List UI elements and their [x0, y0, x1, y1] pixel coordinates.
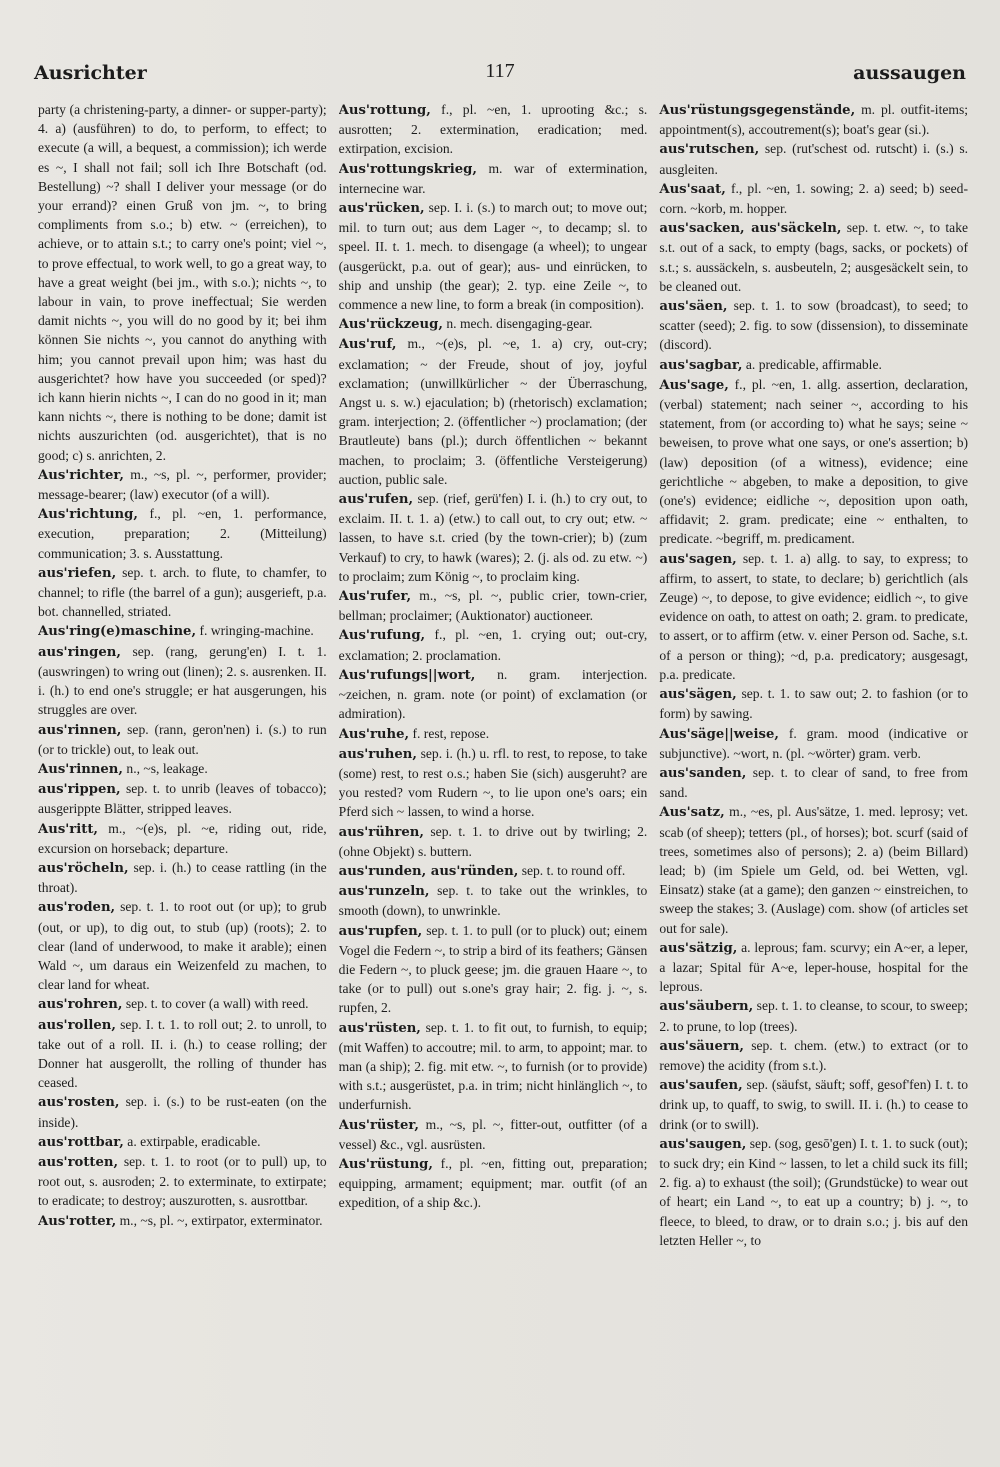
entry-headword: aus'rupfen,: [338, 923, 423, 939]
dictionary-entry: [659, 724, 968, 763]
entry-headword: Aus'rufer,: [338, 589, 412, 605]
entry-headword: aus'runzeln,: [338, 884, 430, 900]
entry-definition: m. war of extermination, internecine war.: [338, 160, 648, 196]
entry-headword: Aus'rufungs||wort,: [338, 667, 476, 683]
entry-definition: sep. t. chem. (etw.) to extract (or to remove) the acidity (from s.t.).: [659, 1037, 969, 1073]
entry-definition: a. leprous; fam. scurvy; ein A~er, a leper, a lazar; Spital für A~e, leper-house, hospital for the leprous.: [659, 939, 969, 995]
entry-definition: m. pl. outfit-items; appointment(s), accoutrement(s); boat's gear (si.).: [659, 102, 969, 138]
dictionary-entry: [659, 100, 968, 139]
dictionary-entry: [339, 1018, 648, 1115]
entry-headword: aus'rufen,: [338, 492, 414, 508]
entry-definition: sep. t. to round off.: [521, 862, 626, 878]
entry-definition: sep. (sog, gesō'gen) I. t. 1. to suck (out); to suck dry; ein Kind ~ lassen, to let a child suck its fill; 2. fig. a) to exhaust (the soil); (Grundstücke) to wear out of heart; ein Land ~, to eat up a country; b) j. ~, to fleece, to bleed, to draw, or to drain s.o.; j. bis auf den letzten Heller ~, to: [659, 1135, 969, 1248]
entry-headword: aus'röcheln,: [38, 860, 129, 876]
entry-definition: sep. t. 1. to root out (or up); to grub (out, or up), to dig out, to stub (up) (roots); 2. to clear (land of underwood, to make it arable); einen Wald ~, um daraus ein Weizenfeld zu machen, to clear land for wheat.: [38, 899, 327, 993]
entry-headword: aus'sanden,: [659, 765, 747, 781]
entry-headword: aus'säen,: [659, 299, 728, 315]
dictionary-entry: [38, 563, 327, 622]
page-number: 117: [485, 60, 515, 82]
running-head: [34, 58, 966, 92]
dictionary-entry: [339, 489, 648, 586]
entry-headword: Aus'rückzeug,: [338, 317, 443, 333]
entry-headword: Aus'rottung,: [338, 103, 431, 118]
entry-headword: aus'säubern,: [659, 999, 754, 1015]
entry-definition: sep. i. (s.) to be rust-eaten (on the inside).: [38, 1094, 327, 1130]
entry-definition: sep. t. etw. ~, to take s.t. out of a sack, to empty (bags, sacks, or pockets) of s.t.; s. aussäckeln, s. ausbeuteln, 2; ausgesäckelt sein, to be cleaned out.: [659, 220, 969, 294]
entry-headword: Aus'saat,: [659, 181, 726, 197]
dictionary-entry: [659, 296, 968, 355]
dictionary-entry: [38, 819, 327, 858]
dictionary-entry: [339, 881, 648, 920]
entry-headword: aus'sätzig,: [659, 940, 738, 956]
column-3: [659, 100, 968, 1440]
dictionary-entry: [339, 100, 648, 159]
entry-headword: aus'sagen,: [659, 551, 737, 567]
dictionary-entry: [659, 1036, 968, 1075]
entry-headword: aus'rippen,: [38, 782, 121, 798]
dictionary-entry: [659, 139, 968, 178]
entry-definition: sep. (rang, gerung'en) I. t. 1. (auswringen) to wring out (linen); 2. s. ausrenken. II. i. (h.) to end one's struggle; er hat ausgerungen, his struggles are over.: [38, 643, 327, 718]
entry-headword: Aus'ruhe,: [338, 726, 410, 742]
dictionary-entry: [38, 100, 327, 465]
entry-definition: sep. t. 1. to sow (broadcast), to seed; to scatter (seed); 2. fig. to sow (dissension), to disseminate (discord).: [659, 298, 969, 353]
entry-headword: aus'rücken,: [338, 201, 425, 217]
entry-headword: aus'saufen,: [659, 1078, 743, 1094]
entry-definition: m., ~(e)s, pl. ~e, riding out, ride, excursion on horseback; departure.: [38, 820, 327, 856]
dictionary-entry: [38, 994, 327, 1014]
entry-definition: n. gram. interjection. ~zeichen, n. gram. note (or point) of exclamation (or admiration).: [338, 666, 648, 722]
entry-definition: sep. t. 1. to fit out, to furnish, to equip; (mit Waffen) to accoutre; mil. to arm, to appoint; mar. to man (a ship); 2. fig. mit etw. ~, to furnish (or to provide) with s.t.; ausgerüstet, p.a. in trim; nicht hinlänglich ~, to underfurnish.: [338, 1019, 648, 1113]
entry-headword: aus'ringen,: [38, 644, 121, 660]
dictionary-entry: [659, 684, 968, 723]
dictionary-entry: [339, 861, 648, 881]
entry-definition: sep. (rief, gerü'fen) I. i. (h.) to cry out, to exclaim. II. t. 1. a) (etw.) to call out, to cry out; etw. ~ lassen, to have s.t. cried (by the town-crier); b) (zum Verkauf) to cry, to hawk (wares); 2. (j. als od. zu etw. ~) to proclaim; zum König ~, to proclaim king.: [338, 491, 648, 584]
entry-definition: sep. t. 1. to pull (or to pluck) out; einem Vogel die Federn ~, to strip a bird of its feathers; Gänsen die Federn ~, to pluck geese; jm. die grauen Haare ~, to take (or to pull) out s.one's gray hair; 2. fig. j. ~, s. rupfen, 2.: [338, 922, 648, 1016]
dictionary-entry: [659, 763, 968, 802]
entry-headword: aus'rohren,: [38, 997, 123, 1013]
dictionary-entry: [659, 179, 968, 218]
entry-headword: Aus'säge||weise,: [659, 726, 779, 742]
dictionary-entry: [339, 334, 648, 489]
entry-headword: Aus'satz,: [659, 805, 725, 821]
entry-definition: m., ~s, pl. ~, extirpator, exterminator.: [119, 1212, 323, 1228]
entry-definition: m., ~s, pl. ~, performer, provider; message-bearer; (law) executor (of a will).: [38, 466, 327, 503]
entry-headword: Aus'ruf,: [338, 337, 397, 353]
dictionary-entry: [339, 586, 648, 625]
dictionary-entry: [659, 549, 968, 684]
entry-definition: a. extirpable, eradicable.: [127, 1133, 261, 1149]
entry-definition: sep. t. to clear of sand, to free from sand.: [659, 764, 969, 801]
entry-headword: Aus'ritt,: [38, 821, 99, 837]
entry-definition: sep. t. to unrib (leaves of tobacco); ausgerippte Blätter, stripped leaves.: [38, 781, 327, 817]
entry-definition: f., pl. ~en, 1. crying out; out-cry, exclamation; 2. proclamation.: [338, 627, 648, 663]
entry-definition: n., ~s, leakage.: [126, 760, 208, 776]
entry-headword: Aus'rinnen,: [38, 761, 123, 777]
dictionary-entry: [659, 375, 968, 549]
entry-definition: sep. t. 1. to saw out; 2. to fashion (or to form) by sawing.: [659, 686, 969, 722]
entry-headword: Aus'rüster,: [338, 1117, 419, 1133]
dictionary-entry: [339, 724, 648, 744]
entry-headword: aus'rühren,: [338, 824, 424, 840]
entry-definition: sep. t. 1. to cleanse, to scour, to sweep; 2. to prune, to lop (trees).: [659, 998, 969, 1034]
dictionary-entry: [339, 744, 648, 822]
entry-definition: f. wringing-machine.: [199, 623, 314, 639]
dictionary-entry: [339, 314, 648, 334]
dictionary-entry: [339, 921, 648, 1018]
dictionary-entry: [38, 897, 327, 994]
entry-definition: sep. t. to cover (a wall) with reed.: [125, 996, 309, 1012]
dictionary-entry: [38, 1092, 327, 1131]
entry-definition: f., pl. ~en, 1. uprooting &c.; s. ausrotten; 2. extermination, eradication; med. extirpation, excision.: [338, 102, 648, 157]
dictionary-entry: [38, 779, 327, 818]
column-2: [339, 100, 648, 1440]
entry-definition: sep. (säufst, säuft; soff, gesof'fen) I. t. to drink up, to quaff, to swig, to swill. II. i. (h.) to cease to drink (or to swill).: [659, 1077, 969, 1132]
entry-definition: m., ~(e)s, pl. ~e, 1. a) cry, out-cry; exclamation; ~ der Freude, shout of joy, joyful exclamation; (unwillkürlicher ~ der Überraschung, Angst u. s. w.) ejaculation; b) (rhetorisch) exclamation; gram. interjection; 2. (öffentlicher ~) proclamation; (der Brautleute) bans (pl.); durch öffentlichen ~ bekannt machen, to proclaim; 3. (öffentliche Versteigerung) auction, public sale.: [338, 336, 648, 487]
entry-definition: sep. t. to take out the wrinkles, to smooth (down), to unwrinkle.: [338, 883, 648, 919]
entry-definition: sep. I. i. (s.) to march out; to move out; mil. to turn out; aus dem Lager ~, to decamp; sl. to speel. II. t. 1. mech. to disengage (a wheel); to ungear (ausgerückt, p.a. out of gear); aus- und einrücken, to ship and unship (the gear); 2. typ. eine Zeile ~, to commence a new line, to form a break (in composition).: [338, 200, 648, 313]
entry-headword: Aus'rüstung,: [338, 1156, 433, 1172]
entry-headword: aus'säuern,: [659, 1038, 745, 1054]
dictionary-entry: [339, 159, 648, 198]
entry-headword: Aus'rüstungsgegenstände,: [659, 103, 856, 118]
dictionary-entry: [38, 1015, 327, 1093]
dictionary-entry: [38, 642, 327, 720]
entry-headword: Aus'richter,: [38, 467, 124, 483]
entry-headword: Aus'sage,: [659, 377, 729, 393]
dictionary-entry: [38, 621, 327, 641]
entry-headword: Aus'rufung,: [338, 628, 426, 644]
dictionary-entry: [38, 858, 327, 897]
entry-definition: sep. i. (h.) u. rfl. to rest, to repose, to take (some) rest, to rest o.s.; haben Sie (sich) ausgeruht? are you rested? vom Rudern ~, to lie upon one's oars; ein Pferd sich ~ lassen, to wind a horse.: [338, 745, 648, 820]
entry-definition: sep. t. 1. to drive out by twirling; 2. (ohne Objekt) s. buttern.: [338, 823, 648, 859]
dictionary-entry: [339, 822, 648, 861]
entry-definition: m., ~s, pl. ~, public crier, town-crier, bellman; proclaimer; (Auktionator) auctioneer.: [338, 588, 648, 624]
dictionary-entry: [38, 465, 327, 504]
dictionary-entry: [339, 1115, 648, 1154]
right-catchword: aussaugen: [853, 62, 966, 84]
dictionary-entry: [38, 720, 327, 759]
entry-definition: sep. I. t. 1. to roll out; 2. to unroll, to take out of a roll. II. i. (h.) to cease rolling; der Donner hat ausgerollt, the rolling of thunder has ceased.: [38, 1016, 327, 1091]
entry-headword: aus'sagbar,: [659, 357, 743, 373]
text-columns: [38, 100, 968, 1440]
entry-definition: sep. i. (h.) to cease rattling (in the throat).: [38, 859, 327, 896]
entry-headword: aus'sacken, aus'säckeln,: [659, 221, 842, 237]
entry-definition: f., pl. ~en, 1. performance, execution, preparation; 2. (Mitteilung) communication; 3. s. Ausstattung.: [38, 506, 327, 561]
entry-definition: n. mech. disengaging-gear.: [446, 316, 593, 332]
entry-definition: f. rest, repose.: [412, 725, 490, 741]
entry-headword: aus'saugen,: [659, 1136, 747, 1152]
entry-headword: aus'riefen,: [38, 565, 117, 581]
entry-headword: aus'ruhen,: [338, 746, 417, 762]
entry-definition: a. predicable, affirmable.: [745, 356, 882, 372]
dictionary-entry: [659, 1075, 968, 1134]
dictionary-entry: [38, 1152, 327, 1211]
entry-headword: aus'runden, aus'ründen,: [338, 863, 519, 879]
entry-headword: aus'rotten,: [38, 1154, 119, 1170]
entry-headword: Aus'rottungskrieg,: [338, 161, 477, 177]
entry-headword: aus'rinnen,: [38, 722, 122, 738]
entry-definition: f., pl. ~en, fitting out, preparation; equipping, armament; equipment; mar. outfit (of an expedition, of a ship &c.).: [338, 1155, 648, 1211]
entry-definition: sep. t. 1. a) allg. to say, to express; to affirm, to assert, to state, to declare; b) gerichtlich (als Zeuge) ~, to depose, to give evidence; eidlich ~, to give evidence on oath, to attest on oath; 2. gram. to predicate, to assert, or to affirm (etw. v. einer Person od. Sache, s.t. of a person or thing); ~d, p.a. predicatory; ausgesagt, p.a. predicate.: [659, 550, 969, 682]
entry-headword: Aus'rotter,: [38, 1213, 117, 1229]
entry-headword: aus'roden,: [38, 900, 116, 916]
dictionary-entry: [659, 218, 968, 296]
entry-definition: sep. t. arch. to flute, to chamfer, to channel; to rifle (the barrel of a gun); ausgerieft, p.a. bot. channelled, striated.: [38, 564, 327, 620]
dictionary-entry: [38, 1132, 327, 1152]
entry-headword: aus'rottbar,: [38, 1134, 124, 1150]
entry-headword: aus'rüsten,: [338, 1020, 421, 1036]
entry-headword: aus'rollen,: [38, 1017, 116, 1033]
entry-definition: m., ~s, pl. ~, fitter-out, outfitter (of a vessel) &c., vgl. ausrüsten.: [338, 1116, 648, 1152]
dictionary-entry: [339, 198, 648, 314]
entry-headword: Aus'richtung,: [38, 507, 138, 523]
entry-definition: m., ~es, pl. Aus'sätze, 1. med. leprosy; vet. scab (of sheep); tetters (pl., of horses); bot. scurf (said of trees, sometimes also of persons); 2. a) (beim Billard) lead; b) (im Spiele um Geld, od. bei Wetten, vgl. Einsatz) stake (at a game); den ganzen ~ einstreichen, to sweep the stakes; 3. (Auslage) com. show (of articles set out for sale).: [659, 804, 969, 936]
entry-definition: f. gram. mood (indicative or subjunctive). ~wort, n. (pl. ~wörter) gram. verb.: [659, 725, 969, 761]
entry-headword: aus'rosten,: [38, 1095, 120, 1111]
entry-definition: party (a christening-party, a dinner- or supper-party); 4. a) (ausführen) to do, to perform, to effect; to execute (a will, a bequest, a commission); ich werde es ~, I shall not fail; soll ich Ihre Botschaft (od. Bestellung) ~? shall I deliver your message (or do your errand)? einen Gruß von jm. ~, to bring compliments from s.o.; b) etw. ~ (erreichen), to achieve, or to attain s.t.; to carry one's point; viel ~, to prove effectual, to work well, to go a great way, to have a great weight (bei jm., with s.o.); nichts ~, to labour in vain, to prove ineffectual; Sie werden damit nichts ~, you will do no good by it; bei ihm können Sie nichts ~, you cannot do anything with him; you cannot prevail upon him; was hast du ausgerichtet? how have you succeeded (or sped)? ich kann hierin nichts ~, I can do no good in it; man kann nichts ~, there is nothing to be done; damit ist nichts auszurichten (od. ausgerichtet), that is no good; c) s. anrichten, 2.: [38, 102, 327, 463]
dictionary-entry: [659, 802, 968, 937]
dictionary-entry: [659, 355, 968, 375]
entry-definition: sep. t. 1. to root (or to pull) up, to root out, s. ausroden; 2. to exterminate, to extirpate; to eradicate; to destroy; auszurotten, s. ausrottbar.: [38, 1153, 327, 1209]
entry-definition: f., pl. ~en, 1. allg. assertion, declaration, (verbal) statement; nach seiner ~, according to his statement, from (or according to) what he says; seine ~ beweisen, to prove what one says, or one's assertion; b) (law) deposition (of a witness), evidence; eine gerichtliche ~ abgeben, to make a deposition, to give (one's) evidence; eidliche ~, deposition upon oath, affidavit; 2. gram. predicate; eine ~ enthalten, to predicate. ~begriff, m. predicament.: [659, 376, 969, 547]
dictionary-entry: [38, 504, 327, 563]
entry-headword: aus'sägen,: [659, 687, 737, 703]
column-1: [38, 100, 327, 1440]
entry-definition: sep. (rut'schest od. rutscht) i. (s.) s. ausgleiten.: [659, 141, 969, 177]
left-catchword: Ausrichter: [34, 62, 147, 84]
dictionary-entry: [659, 1134, 968, 1250]
entry-headword: aus'rutschen,: [659, 142, 760, 158]
dictionary-entry: [659, 996, 968, 1035]
entry-headword: Aus'ring(e)maschine,: [38, 624, 197, 640]
dictionary-entry: [38, 759, 327, 779]
dictionary-entry: [339, 625, 648, 664]
entry-definition: f., pl. ~en, 1. sowing; 2. a) seed; b) seed-corn. ~korb, m. hopper.: [659, 180, 969, 217]
entry-definition: sep. (rann, geron'nen) i. (s.) to run (or to trickle) out, to leak out.: [38, 721, 327, 757]
dictionary-entry: [659, 938, 968, 997]
dictionary-entry: [339, 665, 648, 724]
dictionary-entry: [339, 1154, 648, 1213]
dictionary-entry: [38, 1211, 327, 1231]
